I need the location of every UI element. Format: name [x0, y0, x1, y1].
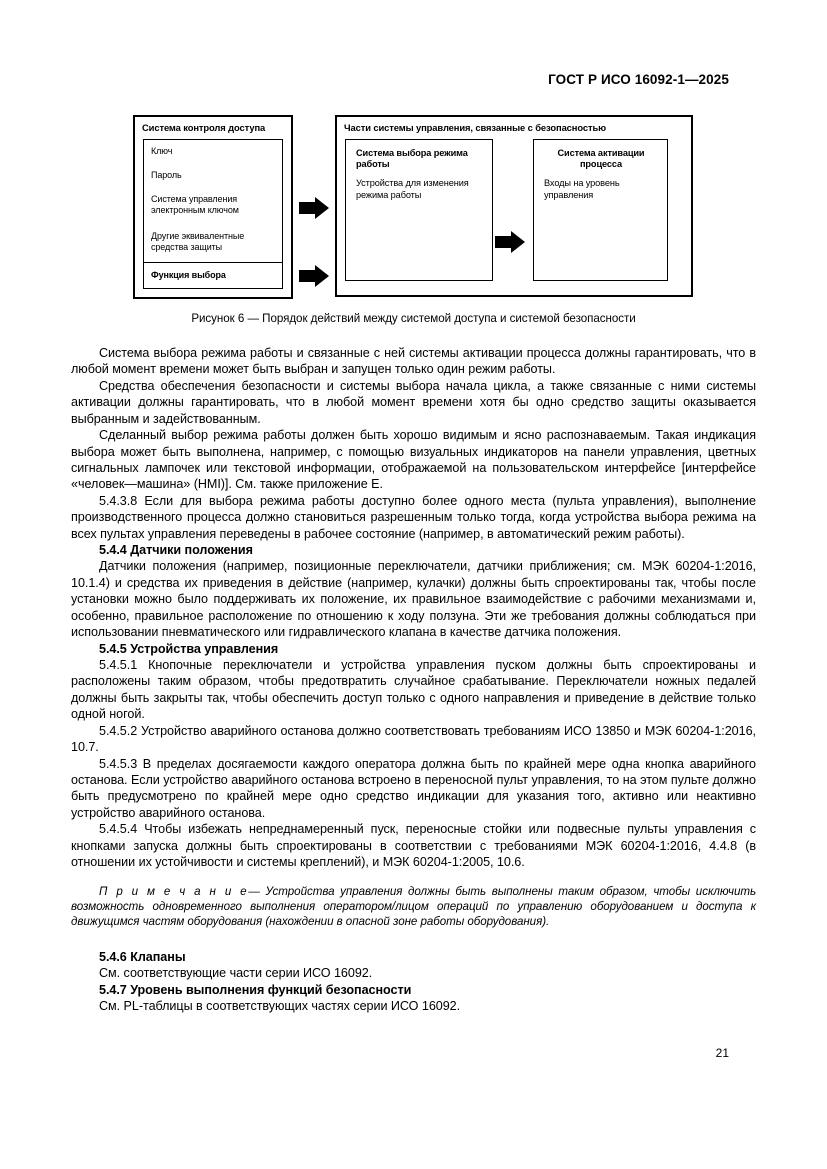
mode-selection-system-text: Устройства для изменения режима работы [356, 177, 469, 200]
mode-selection-system-box [345, 139, 493, 281]
access-control-inner-box [143, 139, 283, 289]
access-control-system-title: Система контроля доступа [142, 122, 266, 133]
note-control-devices [71, 884, 756, 930]
note-dash: — [248, 884, 260, 898]
paragraph-5-4-5-3: 5.4.5.3 В пределах досягаемости каждого оператора должна быть по крайней мере одна кнопка аварийного останова. Если устройство аварийного останова встроено в переносной пульт управления, то на этом пульте должно быть предусмотрено по крайней мере одно средство индикации для указания того, активно или неактивно устройство аварийного останова. [71, 756, 756, 820]
safety-subsystems-row [337, 139, 691, 289]
document-body [71, 345, 756, 1015]
arrow-right-icon-2 [299, 265, 329, 287]
access-item-electronic-key-management: Система управления электронным ключом [151, 193, 239, 215]
paragraph-5-4-5-4: 5.4.5.4 Чтобы избежать непреднамеренный пуск, переносные стойки или подвесные пульты управления с кнопками запуска должны быть спроектированы в соответствии с требованиями МЭК 60204-1:2016, 4.4.8 (в отношении их устойчивости и системы креплений), и МЭК 60204-1:2005, 10.6. [71, 822, 756, 870]
figure-6 [133, 115, 693, 299]
heading-5-4-6-valves: 5.4.6 Клапаны [99, 950, 186, 965]
note-text: Устройства управления должны быть выполнены таким образом, чтобы исключить возможность одновременного выполнения оператором/лицом операций по управлению оборудованием и доступа к движущимся частям оборудования (нахождении в опасной зоне работы оборудования). [71, 884, 757, 928]
paragraph-5-4-5-1: 5.4.5.1 Кнопочные переключатели и устройства управления пуском должны быть спроектированы и расположены таким образом, чтобы предотвратить случайное срабатывание. Переключатели ножных педалей должны быть закрыты так, чтобы обеспечить доступ только с одного направления и приведение в действие только одной ногой. [71, 658, 756, 722]
access-item-key: Ключ [151, 145, 173, 156]
figure-diagram [133, 115, 693, 299]
safety-related-parts-box [335, 115, 693, 297]
arrow-right-icon-1 [299, 197, 329, 219]
process-activation-system-title: Система активации процесса [557, 147, 645, 170]
figure-arrow-column-left [293, 115, 335, 299]
process-activation-system-box [533, 139, 668, 281]
paragraph-position-sensors: Датчики положения (например, позиционные переключатели, датчики приближения; см. МЭК 60204-1:2016, 10.1.4) и средства их приведения в действие (например, кулачки) должны быть спроектированы так, чтобы после установки можно было поддерживать их положение, их правильное взаимодействие с рабочими механизмами и, особенно, правильное расположение по отношению к ходу ползуна. Эти же требования должны соблюдаться при использовании пневматического или гидравлического клапана в качестве датчика положения. [71, 559, 756, 640]
heading-5-4-5-control-devices: 5.4.5 Устройства управления [99, 641, 279, 656]
access-control-items-list [144, 140, 282, 263]
access-control-system-box [133, 115, 293, 299]
paragraph-mode-selection-guarantee: Система выбора режима работы и связанные с ней системы активации процесса должны гарантировать, что в любой момент времени может быть выбран и запущен только один режим работы. [71, 346, 756, 377]
arrow-right-icon-3 [495, 231, 525, 253]
figure-6-caption: Рисунок 6 — Порядок действий между системой доступа и системой безопасности [191, 312, 636, 325]
process-activation-system-text: Входы на уровень управления [544, 177, 620, 200]
mode-selection-system-title: Система выбора режима работы [356, 147, 468, 170]
paragraph-mode-indication: Сделанный выбор режима работы должен быть хорошо видимым и ясно распознаваемым. Такая индикация выбора может быть выполнена, например, с помощью визуальных индикаторов на панели управления, цветных сигнальных лампочек или текстовой информации, отображаемой на пользовательском интерфейсе [интерфейсе «человек—машина» (HMI)]. См. также приложение Е. [71, 428, 756, 492]
paragraph-5-4-5-2: 5.4.5.2 Устройство аварийного останова должно соответствовать требованиям ИСО 13850 и МЭК 60204-1:2016, 10.7. [71, 723, 756, 755]
page-number: 21 [715, 1046, 729, 1060]
access-item-other-equivalent-protection: Другие эквивалентные средства защиты [151, 230, 245, 252]
section-spacer [71, 929, 756, 949]
safety-related-parts-title: Части системы управления, связанные с безопасностью [344, 122, 607, 133]
access-item-password: Пароль [151, 169, 182, 180]
heading-5-4-7-performance-level: 5.4.7 Уровень выполнения функций безопасности [99, 982, 412, 997]
figure-arrow-column-inner [493, 139, 533, 281]
heading-5-4-4-position-sensors: 5.4.4 Датчики положения [99, 543, 253, 558]
paragraph-safety-means-cycle-start: Средства обеспечения безопасности и системы выбора начала цикла, а также связанные с ними системы активации должны гарантировать, что в любой момент времени хотя бы одно средство защиты оказывается выбранным и задействованным. [71, 378, 756, 426]
paragraph-5-4-3-8: 5.4.3.8 Если для выбора режима работы доступно более одного места (пульта управления), выполнение производственного процесса должно становиться разрешенным только тогда, когда устройства выбора режима на всех пультах управления переведены в рабочее состояние (например, в автоматический режим работы). [71, 493, 756, 541]
note-label: П р и м е ч а н и е [99, 884, 249, 898]
access-selection-function: Функция выбора [151, 269, 226, 280]
document-header-standard-id: ГОСТ Р ИСО 16092-1—2025 [548, 72, 729, 87]
paragraph-5-4-6-reference: См. соответствующие части серии ИСО 16092. [99, 966, 373, 981]
paragraph-5-4-7-reference: См. PL-таблицы в соответствующих частях серии ИСО 16092. [99, 999, 461, 1014]
